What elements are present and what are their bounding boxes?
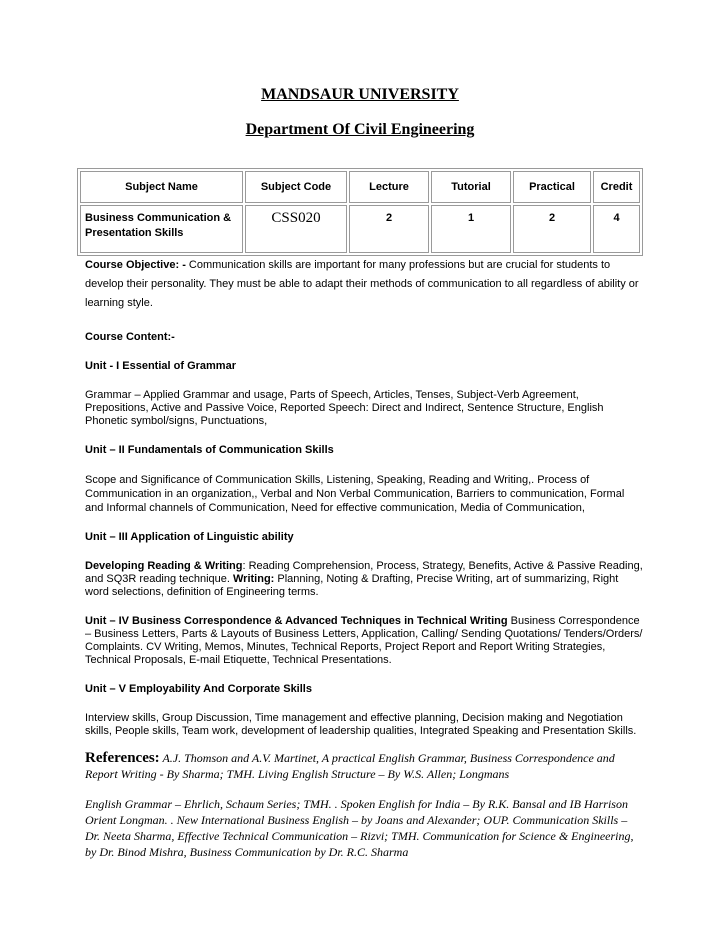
unit-3-reading-text: : Reading Comprehension, Process, Strategy, Benefits, Active & Passive Reading, and SQ3R reading technique. [85, 560, 643, 585]
unit-3-writing-text: Planning, Noting & Drafting, Precise Writing, art of summarizing, Right word selections, definition of Engineering terms. [85, 573, 619, 598]
subject-name-cell: Business Communication & Presentation Skills [80, 205, 243, 253]
course-objective-text: Communication skills are important for many professions but are crucial for students to develop their personality. They must be able to adapt their methods of communication to all regardless of ability or learning style. [85, 259, 639, 309]
unit-4-text: Business Correspondence – Business Letters, Parts & Layouts of Business Letters, Application, Calling/ Sending Quotations/ Tenders/Orders/ Complaints. CV Writing, Memos, Minutes, Technical Reports, Project Report and Report Writing Strategies, Technical Proposals, E-mail Etiquette, Technical Presentations. [85, 615, 643, 666]
unit-3-title: Unit – III Application of Linguistic ability [85, 531, 294, 543]
column-header-lecture: Lecture [349, 171, 429, 203]
unit-5-title: Unit – V Employability And Corporate Skills [85, 683, 312, 695]
subject-code-cell: CSS020 [245, 205, 347, 253]
unit-4-title: Unit – IV Business Correspondence & Advanced Techniques in Technical Writing [85, 615, 508, 627]
practical-cell: 2 [513, 205, 591, 253]
column-header-practical: Practical [513, 171, 591, 203]
unit-2-title: Unit – II Fundamentals of Communication Skills [85, 444, 334, 456]
lecture-cell: 2 [349, 205, 429, 253]
tutorial-cell: 1 [431, 205, 511, 253]
department-title: Department Of Civil Engineering [245, 121, 475, 138]
unit-1-title: Unit - I Essential of Grammar [85, 360, 236, 372]
column-header-credit: Credit [593, 171, 640, 203]
course-objective [85, 256, 645, 313]
column-header-subject-name: Subject Name [80, 171, 243, 203]
university-title: MANDSAUR UNIVERSITY [261, 86, 459, 103]
unit-3-text [85, 560, 645, 599]
course-objective-label: Course Objective: - [85, 259, 186, 271]
unit-1-text: Grammar – Applied Grammar and usage, Parts of Speech, Articles, Tenses, Subject-Verb Agreement, Prepositions, Active and Passive Voice, Reported Speech: Direct and Indirect, Sentence Structure, English Phonetic symbol/signs, Punctuations, [85, 389, 604, 427]
unit-3-writing-label: Writing: [233, 573, 275, 585]
references-paragraph-1 [85, 750, 645, 782]
references-heading: References: [85, 750, 160, 766]
unit-2-text: Scope and Significance of Communication Skills, Listening, Speaking, Reading and Writing,. Process of Communication in an organization,, Verbal and Non Verbal Communication, Barriers to communication, Formal and Informal channels of Communication, Need for effective communication, Media of Communication, [85, 474, 625, 514]
unit-5-text: Interview skills, Group Discussion, Time management and effective planning, Decision making and Negotiation skills, People skills, Team work, development of leadership qualities, Integrated Speaking and Presentation Skills. [85, 712, 637, 737]
column-header-subject-code: Subject Code [245, 171, 347, 203]
references-paragraph-2: English Grammar – Ehrlich, Schaum Series; TMH. . Spoken English for India – By R.K. Bansal and IB Harrison Orient Longman. . New International Business English – by Joans and Alexander; OUP. Communication Skills – Dr. Neeta Sharma, Effective Technical Communication – Rizvi; TMH. Communication for Science & Engineering, by Dr. Binod Mishra, Business Communication by Dr. R.C. Sharma [85, 797, 634, 859]
column-header-tutorial: Tutorial [431, 171, 511, 203]
table-header-row [80, 171, 640, 203]
course-content-heading: Course Content:- [85, 331, 175, 343]
references-text-1: A.J. Thomson and A.V. Martinet, A practical English Grammar, Business Correspondence and Report Writing - By Sharma; TMH. Living English Structure – By W.S. Allen; Longmans [85, 751, 615, 781]
subject-table [77, 168, 643, 256]
table-row [80, 205, 640, 253]
unit-4-paragraph [85, 615, 645, 667]
unit-3-reading-label: Developing Reading & Writing [85, 560, 243, 572]
course-content-body [85, 256, 645, 860]
credit-cell: 4 [593, 205, 640, 253]
